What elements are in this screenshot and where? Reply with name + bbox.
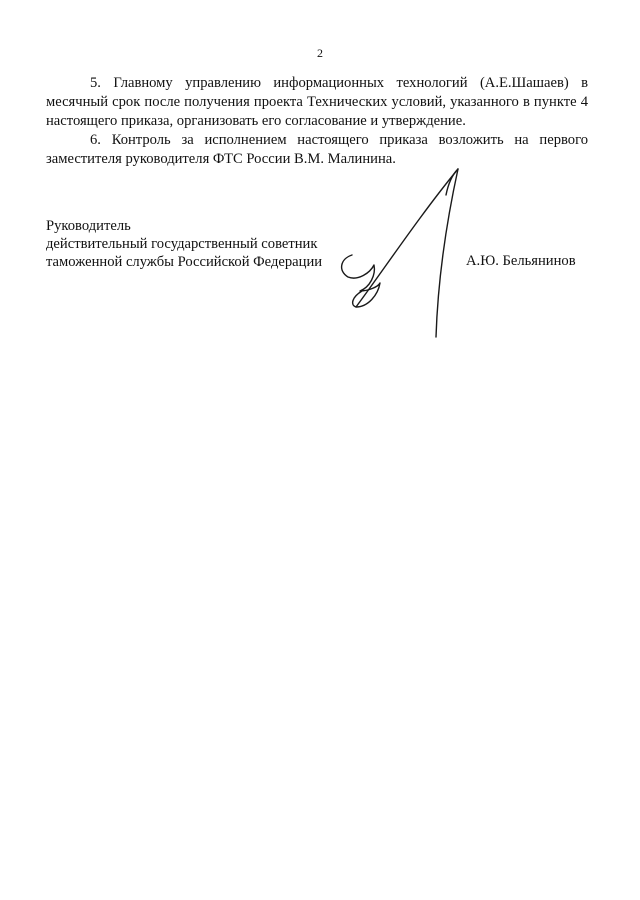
page-number: 2 <box>317 46 323 60</box>
signatory-title-line-2: действительный государственный советник <box>46 236 318 252</box>
signatory-title <box>46 217 322 271</box>
handwritten-signature <box>330 155 480 340</box>
document-body <box>46 74 588 169</box>
signer-name: А.Ю. Бельянинов <box>466 253 576 269</box>
paragraph-5: 5. Главному управлению информационных технологий (А.Е.Шашаев) в месячный срок после получения проекта Технических условий, указанного в пункте 4 настоящего приказа, организовать его согласование и утверждение. <box>46 75 588 129</box>
paragraph-6: 6. Контроль за исполнением настоящего приказа возложить на первого заместителя руководителя ФТС России В.М. Малинина. <box>46 132 588 167</box>
signatory-title-line-1: Руководитель <box>46 218 131 234</box>
signatory-title-line-3: таможенной службы Российской Федерации <box>46 254 323 270</box>
signature-strokes <box>342 169 458 337</box>
